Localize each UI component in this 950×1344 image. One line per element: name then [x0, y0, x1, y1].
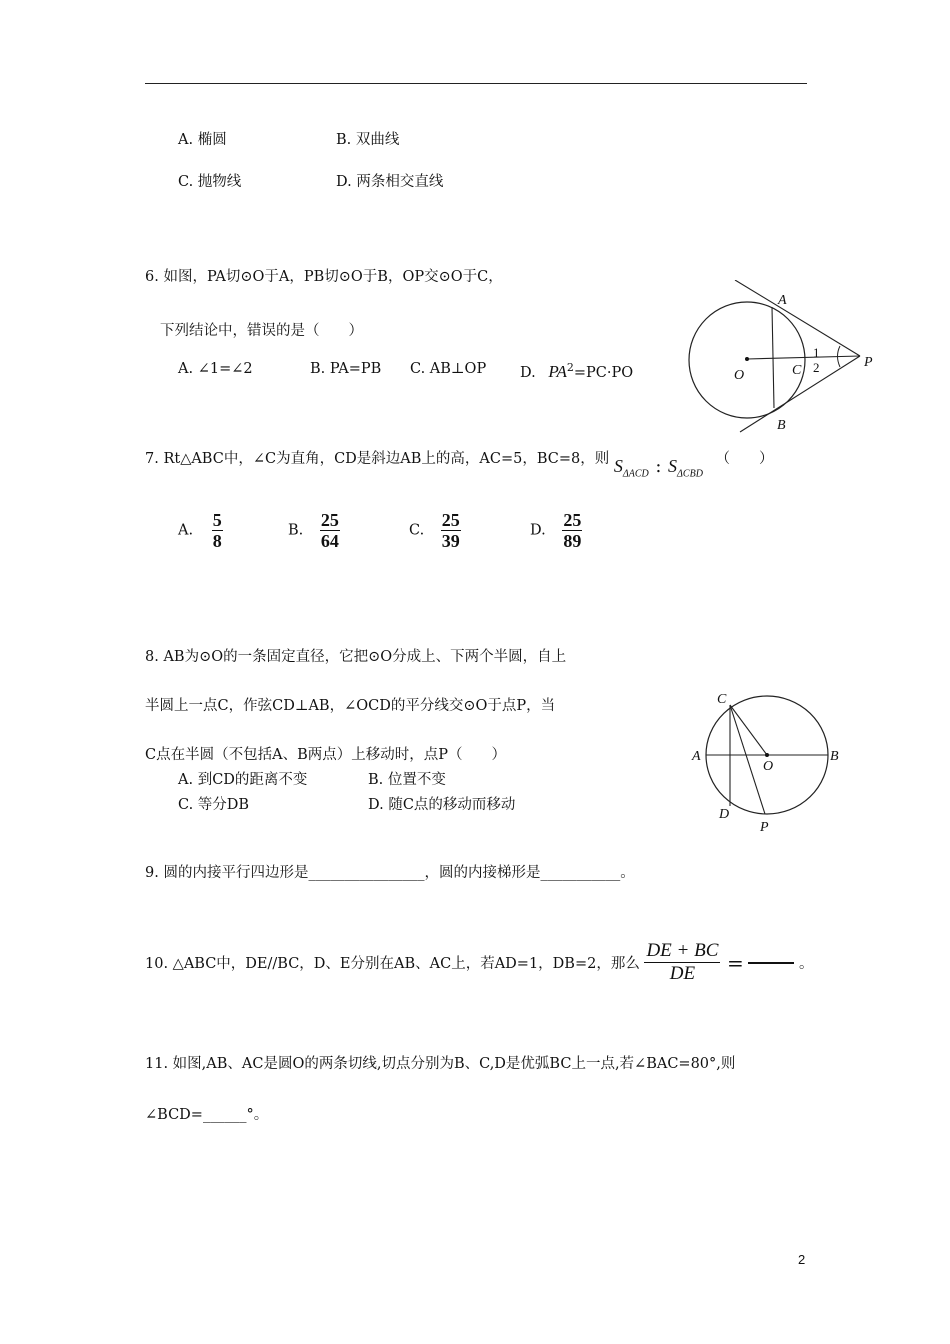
q7-option-b-num: 25	[320, 510, 339, 530]
q8-label-p: P	[760, 820, 769, 835]
q7-area-right	[668, 456, 703, 480]
q6-option-d-label: D.	[520, 364, 536, 381]
q10-answer-blank	[748, 962, 794, 964]
q6-center-dot	[745, 357, 749, 361]
q9-text: 9. 圆的内接平行四边形是________________，圆的内接梯形是___________。	[145, 865, 635, 881]
q8-circle-figure	[685, 688, 845, 838]
q6-option-c: C. AB⊥OP	[410, 361, 487, 377]
q7-option-c-num: 25	[441, 510, 460, 530]
header-rule	[145, 83, 807, 84]
q6-option-b: B. PA=PB	[310, 361, 382, 377]
q7-option-b-label: B.	[288, 522, 304, 539]
q10-line	[145, 940, 813, 985]
q8-label-c: C	[717, 692, 727, 707]
q6-line-op	[747, 356, 860, 359]
q7-s-left-sub: ΔACD	[622, 468, 649, 480]
q7-answer-paren: （ ）	[715, 451, 774, 467]
q7-stem-text: 7. Rt△ABC中，∠C为直角，CD是斜边AB上的高，AC=5，BC=8，则	[145, 451, 610, 467]
q6-option-d	[520, 361, 633, 382]
q6-option-d-math: PA	[548, 361, 567, 381]
q7-option-b-fraction	[320, 510, 340, 551]
q6-label-c: C	[792, 363, 802, 378]
q8-label-b: B	[830, 749, 839, 764]
q7-option-b-den: 64	[320, 531, 339, 551]
q7-option-d-den: 89	[563, 531, 582, 551]
q8-stem-line3: C点在半圆（不包括A、B两点）上移动时，点P（ ）	[145, 747, 506, 763]
q7-option-a-den: 8	[212, 531, 222, 551]
q8-bisector-cp	[730, 705, 765, 814]
q10-stem: 10. △ABC中，DE//BC，D、E分别在AB、AC上，若AD=1，DB=2，那么	[145, 956, 640, 972]
q8-label-o: O	[763, 759, 774, 774]
q7-s-right: S	[668, 456, 678, 476]
q6-label-angle1: 1	[813, 345, 820, 360]
q5-option-d: D. 两条相交直线	[336, 174, 444, 190]
q6-stem-line2: 下列结论中，错误的是（ ）	[160, 323, 363, 339]
q7-option-c-label: C.	[409, 522, 425, 539]
q7-option-a	[178, 510, 223, 551]
q7-option-d-label: D.	[530, 522, 546, 539]
q10-fraction-den: DE	[669, 963, 696, 984]
q8-radius-oc	[730, 705, 767, 755]
q6-label-b: B	[777, 418, 786, 433]
q8-option-a: A. 到CD的距离不变	[178, 772, 308, 788]
page-number: 2	[798, 1252, 806, 1267]
q5-option-a: A. 椭圆	[178, 132, 227, 148]
q8-label-a: A	[692, 749, 701, 764]
q10-equals: =	[727, 950, 744, 975]
q7-option-d-fraction	[562, 510, 582, 551]
q7-option-a-label: A.	[178, 522, 194, 539]
q8-stem-line1: 8. AB为⊙O的一条固定直径，它把⊙O分成上、下两个半圆，自上	[145, 649, 567, 665]
q8-option-b: B. 位置不变	[368, 772, 446, 788]
q6-tangent-figure	[680, 280, 880, 440]
q6-label-o: O	[734, 368, 745, 383]
q8-label-d: D	[719, 807, 730, 822]
q7-colon: :	[655, 456, 662, 477]
q5-option-b: B. 双曲线	[336, 132, 400, 148]
q11-stem-line1: 11. 如图,AB、AC是圆O的两条切线,切点分别为B、C,D是优弧BC上一点,若∠BAC=80°,则	[145, 1056, 736, 1072]
q7-option-c-fraction	[441, 510, 461, 551]
q7-option-d	[530, 510, 582, 551]
q11-stem-line2: ∠BCD=______°。	[145, 1107, 269, 1123]
q6-option-d-sup: 2	[566, 361, 574, 374]
q6-tangent-pa	[735, 280, 860, 356]
q10-fraction-num: DE + BC	[646, 940, 719, 961]
q6-option-d-rest: =PC·PO	[573, 364, 634, 381]
q7-option-a-fraction	[212, 510, 223, 551]
q6-option-a: A. ∠1=∠2	[178, 361, 253, 377]
q7-s-right-sub: ΔCBD	[677, 468, 703, 480]
q8-stem-line2: 半圆上一点C，作弦CD⊥AB，∠OCD的平分线交⊙O于点P，当	[145, 698, 556, 714]
q8-option-c: C. 等分DB	[178, 797, 250, 813]
q5-option-c: C. 抛物线	[178, 174, 242, 190]
q7-s-left: S	[613, 456, 623, 476]
q7-option-d-num: 25	[563, 510, 582, 530]
q8-option-d: D. 随C点的移动而移动	[368, 797, 516, 813]
q6-label-angle2: 2	[813, 360, 820, 375]
q6-stem-line1: 6. 如图，PA切⊙O于A，PB切⊙O于B，OP交⊙O于C，	[145, 269, 503, 285]
q6-label-a: A	[778, 293, 787, 308]
q7-option-b	[288, 510, 340, 551]
q8-center-dot	[765, 753, 769, 757]
q10-end: 。	[798, 956, 814, 972]
q7-area-left	[613, 456, 649, 480]
q7-option-c	[409, 510, 461, 551]
q10-fraction	[644, 940, 720, 985]
q6-label-p: P	[864, 355, 873, 370]
q7-option-a-num: 5	[212, 510, 222, 530]
q6-chord-ab	[772, 307, 774, 408]
q7-option-c-den: 39	[441, 531, 460, 551]
